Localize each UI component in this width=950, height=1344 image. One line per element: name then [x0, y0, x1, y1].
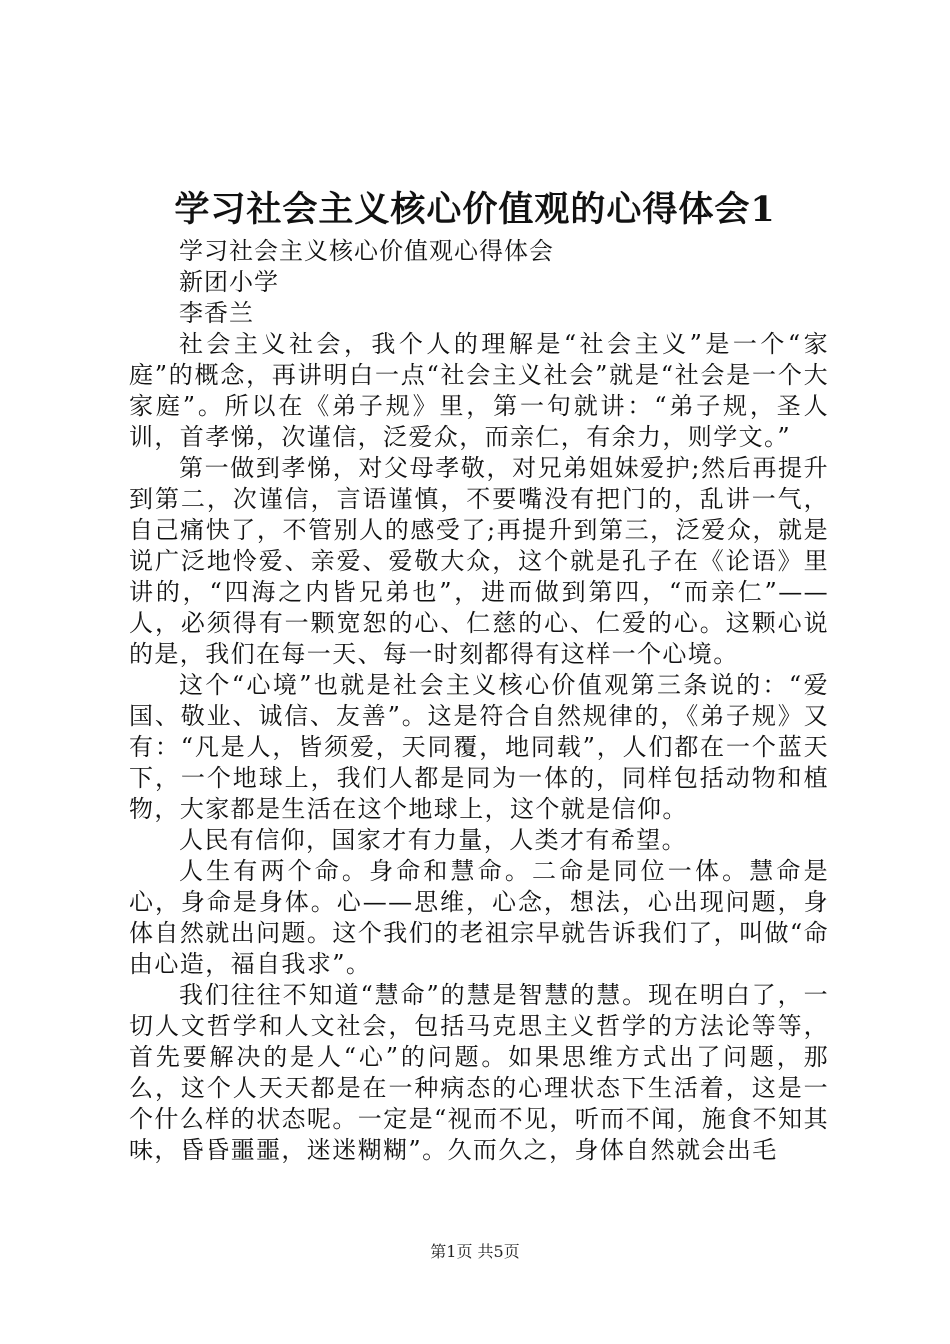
- document-subtitle: 学习社会主义核心价值观心得体会: [179, 237, 554, 265]
- paragraph: 第一做到孝悌，对父母孝敬，对兄弟姐妹爱护;然后再提升到第二，次谨信，言语谨慎，不要嘴没有把门的，乱讲一气，自己痛快了，不管别人的感受了;再提升到第三，泛爱众，就是说广泛地怜爱、亲爱、爱敬大众，这个就是孔子在《论语》里讲的，“四海之内皆兄弟也”，进而做到第四，“而亲仁”——人，必须得有一颗宽恕的心、仁慈的心、仁爱的心。这颗心说的是，我们在每一天、每一时刻都得有这样一个心境。: [129, 454, 829, 668]
- page-footer: 第1页 共5页: [430, 1242, 520, 1261]
- page-title: 学习社会主义核心价值观的心得体会1: [174, 189, 776, 230]
- paragraph: 人生有两个命。身命和慧命。二命是同位一体。慧命是心，身命是身体。心——思维，心念，想法，心出现问题，身体自然就出问题。这个我们的老祖宗早就告诉我们了，叫做“命由心造，福自我求”。: [129, 857, 829, 978]
- document-body: [129, 236, 829, 1166]
- paragraph: 我们往往不知道“慧命”的慧是智慧的慧。现在明白了，一切人文哲学和人文社会，包括马克思主义哲学的方法论等等，首先要解决的是人“心”的问题。如果思维方式出了问题，那么，这个人天天都是在一种病态的心理状态下生活着，这是一个什么样的状态呢。一定是“视而不见，听而不闻，施食不知其味，昏昏噩噩，迷迷糊糊”。久而久之，身体自然就会出毛: [129, 981, 829, 1164]
- school-name: 新团小学: [179, 268, 279, 296]
- paragraph: 人民有信仰，国家才有力量，人类才有希望。: [179, 826, 687, 854]
- paragraph: 社会主义社会，我个人的理解是“社会主义”是一个“家庭”的概念，再讲明白一点“社会主义社会”就是“社会是一个大家庭”。所以在《弟子规》里，第一句就讲：“弟子规，圣人训，首孝悌，次谨信，泛爱众，而亲仁，有余力，则学文。”: [129, 330, 829, 451]
- author-name: 李香兰: [179, 299, 254, 327]
- paragraph: 这个“心境”也就是社会主义核心价值观第三条说的：“爱国、敬业、诚信、友善”。这是符合自然规律的，《弟子规》又有：“凡是人，皆须爱，天同覆，地同载”，人们都在一个蓝天下，一个地球上，我们人都是同为一体的，同样包括动物和植物，大家都是生活在这个地球上，这个就是信仰。: [129, 671, 829, 823]
